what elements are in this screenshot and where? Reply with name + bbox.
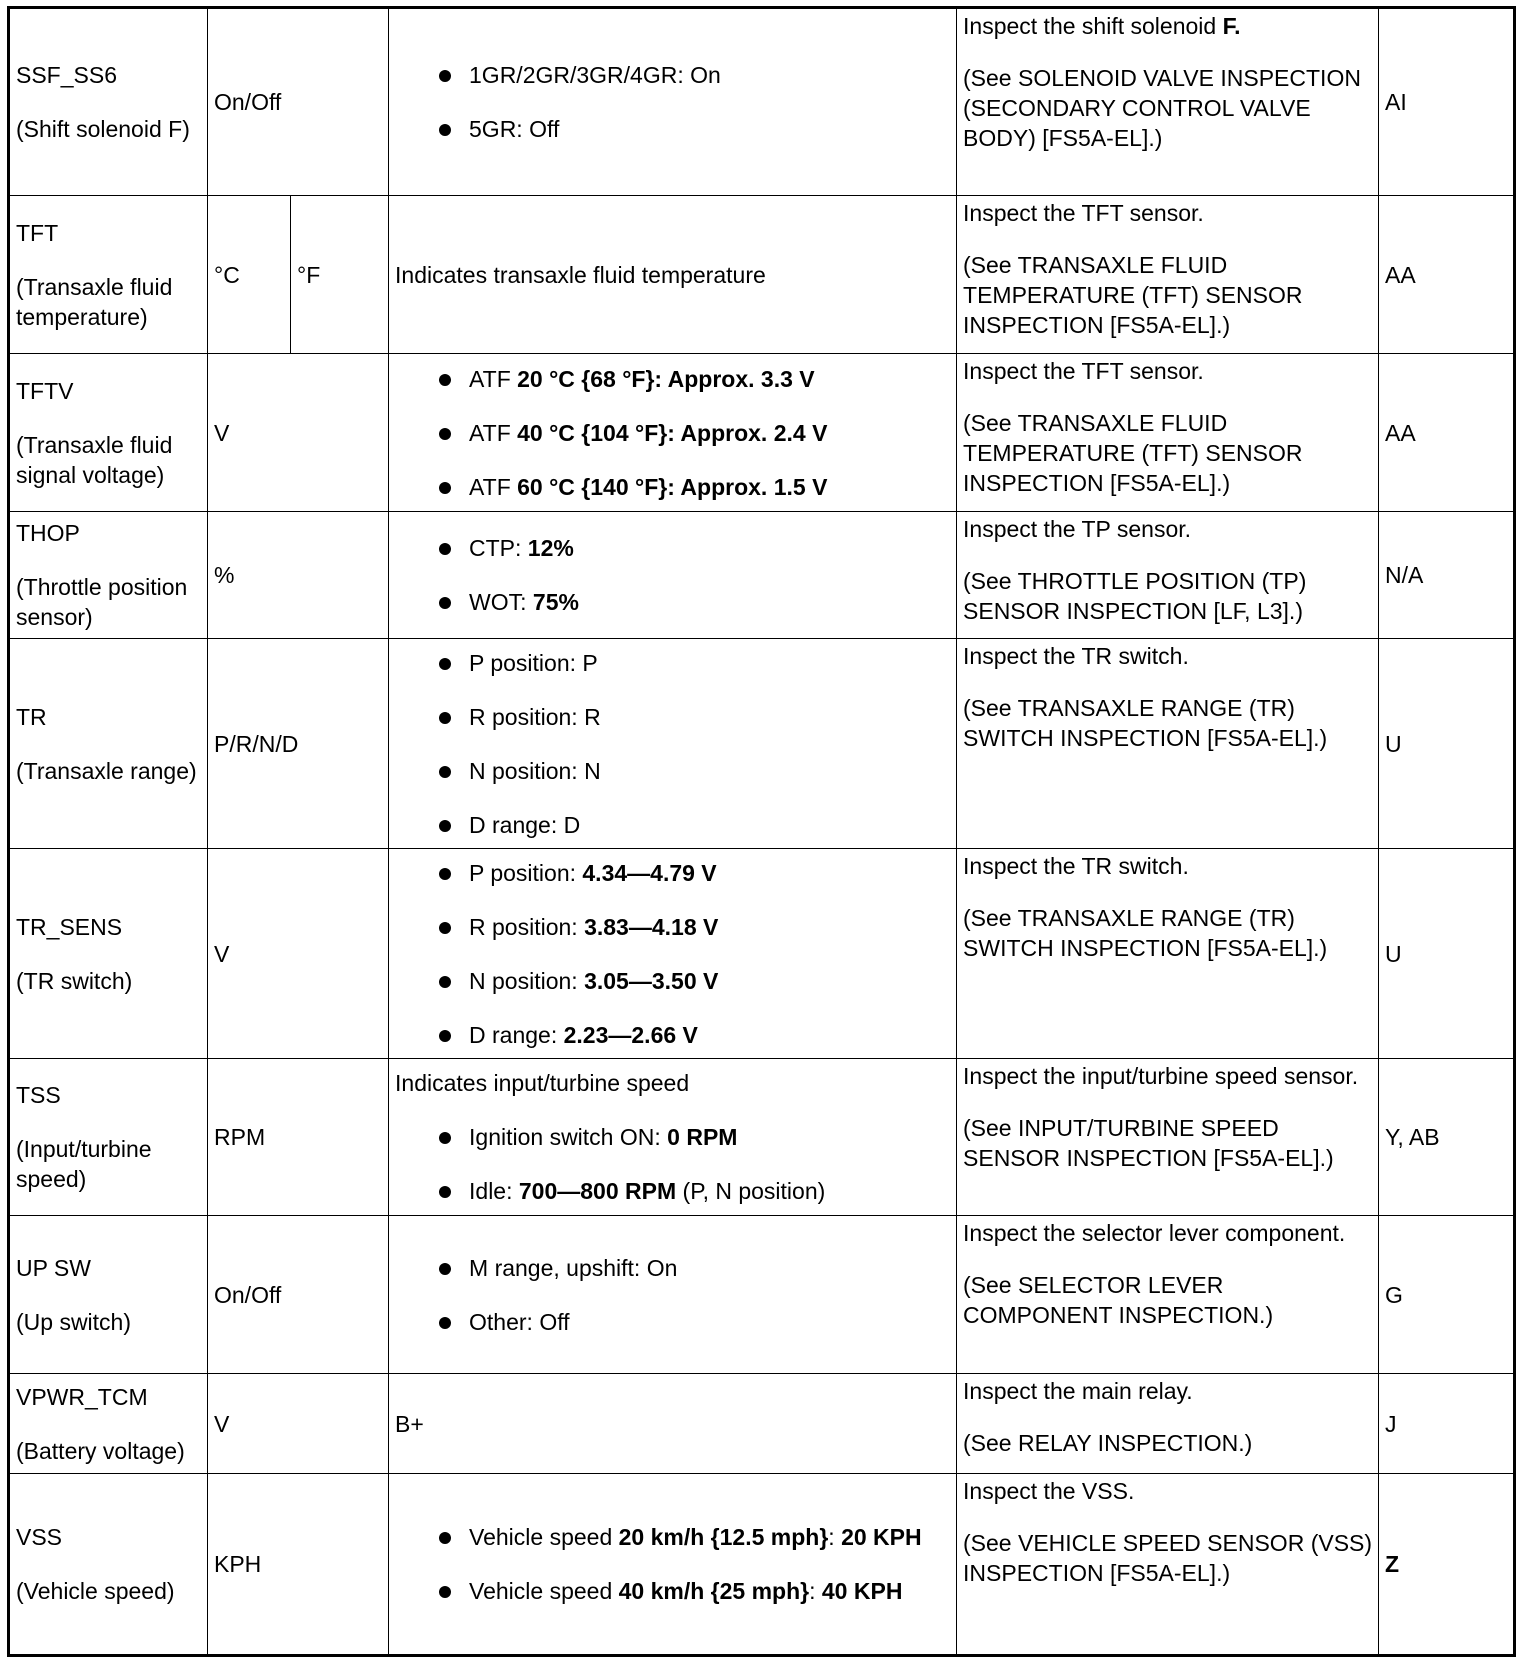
action-cell	[957, 1059, 1379, 1216]
list-item: Idle: 700—800 RPM (P, N position)	[439, 1176, 950, 1206]
bullet-icon	[439, 1186, 451, 1198]
unit-cell: V	[208, 849, 389, 1059]
list-item: 5GR: Off	[439, 114, 950, 144]
list-item: ATF 40 °C {104 °F}: Approx. 2.4 V	[439, 418, 950, 448]
pid-description: (Input/turbine speed)	[16, 1136, 152, 1192]
pid-name: VSS	[16, 1524, 63, 1550]
condition-cell	[389, 354, 957, 512]
bullet-icon	[439, 766, 451, 778]
pid-name: TFTV	[16, 377, 74, 404]
pid-name: TFT	[16, 219, 59, 246]
action-reference: (See VEHICLE SPEED SENSOR (VSS) INSPECTION [FS5A-EL].)	[963, 1530, 1373, 1586]
bullet-icon	[439, 482, 451, 494]
terminal-cell: J	[1379, 1374, 1515, 1474]
pid-description: (Transaxle range)	[16, 757, 197, 784]
action-instruction: Inspect the TFT sensor.	[963, 200, 1204, 226]
bullet-icon	[439, 70, 451, 82]
pid-name: TR	[16, 703, 47, 730]
table-row	[9, 639, 1515, 849]
unit-imperial-cell: °F	[291, 196, 389, 354]
bullet-icon	[439, 976, 451, 988]
table-row	[9, 354, 1515, 512]
list-item: M range, upshift: On	[439, 1253, 950, 1283]
pid-description: (Throttle position sensor)	[16, 574, 188, 630]
pid-cell	[9, 512, 208, 639]
list-item: ATF 20 °C {68 °F}: Approx. 3.3 V	[439, 364, 950, 394]
pid-cell	[9, 1474, 208, 1656]
action-reference: (See THROTTLE POSITION (TP) SENSOR INSPECTION [LF, L3].)	[963, 568, 1307, 624]
terminal-cell: AI	[1379, 8, 1515, 196]
table-row	[9, 8, 1515, 196]
list-item: R position: R	[439, 702, 950, 732]
terminal-cell: G	[1379, 1216, 1515, 1374]
unit-cell: %	[208, 512, 389, 639]
condition-cell	[389, 512, 957, 639]
action-instruction: Inspect the TFT sensor.	[963, 358, 1204, 384]
action-instruction: Inspect the VSS.	[963, 1478, 1135, 1504]
action-instruction: Inspect the main relay.	[963, 1378, 1193, 1404]
table-row	[9, 196, 1515, 354]
action-reference: (See TRANSAXLE FLUID TEMPERATURE (TFT) SENSOR INSPECTION [FS5A-EL].)	[963, 410, 1303, 496]
action-cell	[957, 354, 1379, 512]
action-reference: (See TRANSAXLE RANGE (TR) SWITCH INSPECTION [FS5A-EL].)	[963, 905, 1328, 961]
unit-cell: P/R/N/D	[208, 639, 389, 849]
pid-name: UP SW	[16, 1254, 91, 1281]
pid-cell	[9, 354, 208, 512]
pid-name: TR_SENS	[16, 913, 123, 940]
pid-description: (Up switch)	[16, 1308, 132, 1335]
condition-cell	[389, 1474, 957, 1656]
action-reference: (See TRANSAXLE FLUID TEMPERATURE (TFT) SENSOR INSPECTION [FS5A-EL].)	[963, 252, 1303, 338]
pid-name: VPWR_TCM	[16, 1383, 148, 1410]
bullet-icon	[439, 1263, 451, 1275]
bullet-icon	[439, 712, 451, 724]
bullet-icon	[439, 1030, 451, 1042]
table-row	[9, 1474, 1515, 1656]
table-row	[9, 849, 1515, 1059]
action-reference: (See SOLENOID VALVE INSPECTION (SECONDARY CONTROL VALVE BODY) [FS5A-EL].)	[963, 65, 1361, 151]
action-instruction: Inspect the TR switch.	[963, 643, 1189, 669]
table-row	[9, 1216, 1515, 1374]
bullet-icon	[439, 820, 451, 832]
bullet-icon	[439, 658, 451, 670]
condition-label: Indicates input/turbine speed	[395, 1070, 690, 1096]
unit-cell: KPH	[208, 1474, 389, 1656]
condition-cell	[389, 639, 957, 849]
bullet-icon	[439, 374, 451, 386]
table-row	[9, 1374, 1515, 1474]
pid-name: TSS	[16, 1082, 61, 1108]
terminal-cell: Z	[1379, 1474, 1515, 1656]
pid-cell	[9, 639, 208, 849]
list-item: D range: 2.23—2.66 V	[439, 1020, 950, 1050]
list-item: R position: 3.83—4.18 V	[439, 912, 950, 942]
unit-cell: RPM	[208, 1059, 389, 1216]
pid-cell	[9, 196, 208, 354]
table-row	[9, 1059, 1515, 1216]
action-cell	[957, 1474, 1379, 1656]
terminal-cell: U	[1379, 849, 1515, 1059]
pid-name: SSF_SS6	[16, 62, 117, 88]
action-reference: (See SELECTOR LEVER COMPONENT INSPECTION.)	[963, 1272, 1274, 1328]
condition-cell	[389, 8, 957, 196]
bullet-icon	[439, 1586, 451, 1598]
pid-description: (Transaxle fluid signal voltage)	[16, 431, 173, 488]
unit-metric-cell: °C	[208, 196, 291, 354]
unit-cell: V	[208, 1374, 389, 1474]
condition-cell: B+	[389, 1374, 957, 1474]
bullet-icon	[439, 1317, 451, 1329]
action-cell	[957, 196, 1379, 354]
bullet-icon	[439, 922, 451, 934]
list-item: CTP: 12%	[439, 533, 950, 563]
list-item: Ignition switch ON: 0 RPM	[439, 1122, 950, 1152]
action-reference: (See INPUT/TURBINE SPEED SENSOR INSPECTION [FS5A-EL].)	[963, 1115, 1334, 1171]
unit-cell: V	[208, 354, 389, 512]
terminal-cell: AA	[1379, 354, 1515, 512]
pid-cell	[9, 849, 208, 1059]
list-item: Vehicle speed 20 km/h {12.5 mph}: 20 KPH	[439, 1522, 950, 1552]
pid-cell	[9, 1216, 208, 1374]
terminal-cell: AA	[1379, 196, 1515, 354]
condition-cell	[389, 849, 957, 1059]
unit-cell: On/Off	[208, 8, 389, 196]
bullet-icon	[439, 124, 451, 136]
pid-cell	[9, 1374, 208, 1474]
terminal-cell: U	[1379, 639, 1515, 849]
pid-description: (Battery voltage)	[16, 1437, 185, 1464]
list-item: Other: Off	[439, 1307, 950, 1337]
action-reference: (See RELAY INSPECTION.)	[963, 1430, 1253, 1456]
condition-cell	[389, 1216, 957, 1374]
action-cell	[957, 8, 1379, 196]
pid-description: (Transaxle fluid temperature)	[16, 273, 173, 330]
unit-cell: On/Off	[208, 1216, 389, 1374]
pid-description: (Shift solenoid F)	[16, 116, 190, 142]
action-instruction: Inspect the TP sensor.	[963, 516, 1192, 542]
condition-cell: Indicates transaxle fluid temperature	[389, 196, 957, 354]
action-cell	[957, 1216, 1379, 1374]
condition-cell	[389, 1059, 957, 1216]
list-item: N position: N	[439, 756, 950, 786]
action-cell	[957, 639, 1379, 849]
bullet-icon	[439, 1132, 451, 1144]
table-row	[9, 512, 1515, 639]
bullet-icon	[439, 597, 451, 609]
action-instruction: Inspect the shift solenoid F.	[963, 13, 1241, 39]
pid-cell	[9, 1059, 208, 1216]
action-instruction: Inspect the selector lever component.	[963, 1220, 1346, 1246]
bullet-icon	[439, 868, 451, 880]
list-item: P position: P	[439, 648, 950, 678]
list-item: D range: D	[439, 810, 950, 840]
action-cell	[957, 1374, 1379, 1474]
bullet-icon	[439, 428, 451, 440]
list-item: 1GR/2GR/3GR/4GR: On	[439, 60, 950, 90]
action-cell	[957, 512, 1379, 639]
list-item: ATF 60 °C {140 °F}: Approx. 1.5 V	[439, 472, 950, 502]
action-instruction: Inspect the TR switch.	[963, 853, 1189, 879]
list-item: WOT: 75%	[439, 587, 950, 617]
bullet-icon	[439, 1532, 451, 1544]
action-cell	[957, 849, 1379, 1059]
terminal-cell: Y, AB	[1379, 1059, 1515, 1216]
pid-name: THOP	[16, 520, 80, 546]
pid-cell	[9, 8, 208, 196]
action-reference: (See TRANSAXLE RANGE (TR) SWITCH INSPECTION [FS5A-EL].)	[963, 695, 1328, 751]
pid-description: (TR switch)	[16, 967, 133, 994]
bullet-icon	[439, 543, 451, 555]
list-item: P position: 4.34—4.79 V	[439, 858, 950, 888]
action-instruction: Inspect the input/turbine speed sensor.	[963, 1063, 1359, 1089]
list-item: Vehicle speed 40 km/h {25 mph}: 40 KPH	[439, 1576, 950, 1606]
pid-monitor-table	[7, 6, 1516, 1657]
terminal-cell: N/A	[1379, 512, 1515, 639]
pid-description: (Vehicle speed)	[16, 1578, 175, 1604]
list-item: N position: 3.05—3.50 V	[439, 966, 950, 996]
